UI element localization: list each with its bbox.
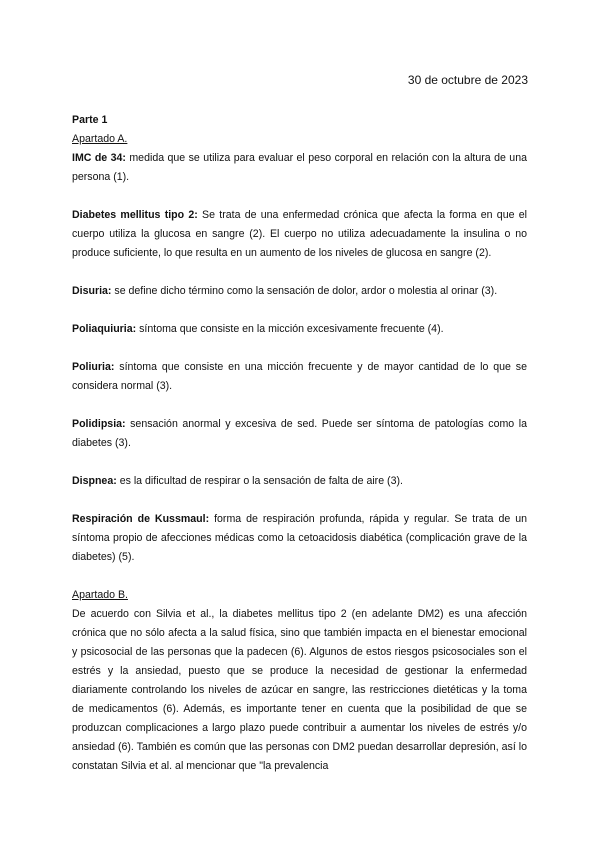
definition-paragraph (72, 472, 527, 491)
definition-term: Poliaquiuria: (72, 323, 137, 335)
section-a-title: Apartado A. (72, 133, 128, 145)
definition-text: es la dificultad de respirar o la sensación de falta de aire (3). (116, 475, 403, 487)
definition-paragraph (72, 149, 527, 187)
definition-text: medida que se utiliza para evaluar el peso corporal en relación con la altura de una persona (1). (72, 152, 527, 183)
definition-text: Se trata de una enfermedad crónica que afecta la forma en que el cuerpo utiliza la glucosa en sangre (2). El cuerpo no utiliza adecuadamente la insulina o no produce suficiente, lo que resulta en un aumento de los niveles de glucosa en sangre (2). (72, 209, 527, 259)
definition-term: Polidipsia: (72, 418, 126, 430)
definition-paragraph (72, 282, 527, 301)
definition-paragraph (72, 358, 527, 396)
document-body (72, 111, 527, 776)
definition-term: Dispnea: (72, 475, 117, 487)
definition-text: síntoma que consiste en una micción frecuente y de mayor cantidad de lo que se considera normal (3). (72, 361, 527, 392)
definition-term: Disuria: (72, 285, 112, 297)
definition-paragraph (72, 320, 527, 339)
definition-text: forma de respiración profunda, rápida y regular. Se trata de un síntoma propio de afecciones médicas como la cetoacidosis diabética (complicación grave de la diabetes) (5). (72, 513, 527, 563)
section-b-title: Apartado B. (72, 589, 128, 601)
definition-text: se define dicho término como la sensación de dolor, ardor o molestia al orinar (3). (111, 285, 498, 297)
definition-term: Respiración de Kussmaul: (72, 513, 210, 525)
section-b-paragraph: De acuerdo con Silvia et al., la diabetes mellitus tipo 2 (en adelante DM2) es una afección crónica que no sólo afecta a la salud física, sino que también impacta en el bienestar emocional y psicosocial de las personas que la padecen (6). Algunos de estos riesgos psicosociales son el estrés y la ansiedad, puesto que se produce la necesidad de gestionar la enfermedad diariamente controlando los niveles de azúcar en sangre, las restricciones dietéticas y la toma de medicamentos (6). Además, es importante tener en cuenta que la posibilidad de que se produzcan complicaciones a largo plazo puede contribuir a aumentar los niveles de estrés y/o ansiedad (6). También es común que las personas con DM2 puedan desarrollar depresión, así lo constatan Silvia et al. al mencionar que "la prevalencia (72, 608, 527, 772)
definition-term: IMC de 34: (72, 152, 126, 164)
definition-term: Diabetes mellitus tipo 2: (72, 209, 198, 221)
definition-paragraph (72, 510, 527, 567)
definition-paragraph (72, 206, 527, 263)
definition-text: síntoma que consiste en la micción excesivamente frecuente (4). (136, 323, 444, 335)
definition-term: Poliuria: (72, 361, 115, 373)
part-title: Parte 1 (72, 114, 108, 126)
definition-text: sensación anormal y excesiva de sed. Puede ser síntoma de patologías como la diabetes (3). (72, 418, 527, 449)
document-date: 30 de octubre de 2023 (407, 73, 528, 87)
definition-paragraph (72, 415, 527, 453)
